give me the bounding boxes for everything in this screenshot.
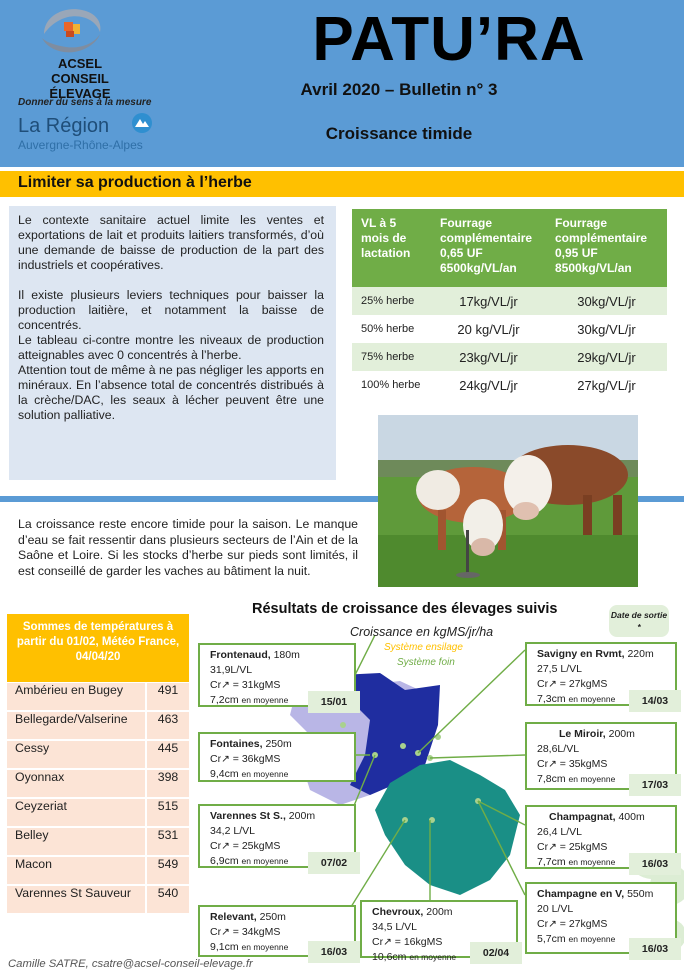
table-cell: 30kg/VL/jr	[546, 287, 667, 315]
farm-date: 17/03	[629, 774, 681, 796]
table-cell: 24kg/VL/jr	[431, 371, 546, 399]
farm-date: 16/03	[629, 853, 681, 875]
station-name: Ceyzeriat	[7, 799, 147, 826]
table-cell: 27kg/VL/jr	[546, 371, 667, 399]
acsel-tagline: Donner du sens à la mesure	[18, 97, 152, 108]
farm-growth: Cr↗ = 27kgMS	[537, 678, 608, 690]
farm-milk: 31,9L/VL	[210, 664, 253, 676]
intro-paragraph: Il existe plusieurs leviers techniques pour baisser la production laitière, et notamment la baisse de concentrés.	[18, 288, 324, 332]
legend-foin: Système foin	[397, 657, 455, 668]
table-row	[7, 683, 189, 712]
farm-milk: 26,4 L/VL	[537, 826, 582, 838]
intro-text	[18, 213, 324, 423]
farm-name: Frontenaud,	[210, 649, 271, 661]
intro-paragraph: Le tableau ci-contre montre les niveaux de production atteignables avec 0 concentrés à l’herbe.	[18, 333, 324, 362]
farm-date: 15/01	[308, 691, 360, 713]
farm-height: 7,3cm	[537, 693, 566, 705]
table-row	[7, 799, 189, 828]
table-header-cell: Fourrage complémentaire 0,65 UF 6500kg/VL/an	[431, 209, 546, 287]
table-header-cell: VL à 5 mois de lactation	[352, 209, 431, 287]
page-title: PATU’RA	[312, 5, 586, 74]
table-row	[7, 770, 189, 799]
table-row	[352, 343, 667, 371]
farm-height-suffix: en moyenne	[568, 857, 616, 867]
farm-growth: Cr↗ = 35kgMS	[537, 758, 608, 770]
intro-paragraph: Le contexte sanitaire actuel limite les ventes et exportations de lait et produits laitiers transformés, d’où une demande de baisse de production de la part des industriels et coopératives.	[18, 213, 324, 272]
station-name: Cessy	[7, 741, 147, 768]
farm-height-suffix: en moyenne	[241, 856, 289, 866]
date-label: Date de sortie *	[609, 605, 669, 637]
station-name: Varennes St Sauveur	[7, 886, 147, 913]
acsel-logo-icon	[36, 4, 106, 56]
farm-height-suffix: en moyenne	[409, 952, 457, 962]
table-cell: 23kg/VL/jr	[431, 343, 546, 371]
table-cell: 25% herbe	[352, 287, 431, 315]
table-cell: 50% herbe	[352, 315, 431, 343]
table-row	[7, 828, 189, 857]
cows-photo	[378, 415, 638, 587]
table-row	[352, 371, 667, 399]
farm-altitude: 180m	[273, 649, 300, 661]
farm-name: Varennes St S.,	[210, 810, 286, 822]
temperature-value: 531	[157, 828, 179, 842]
farm-height-suffix: en moyenne	[241, 769, 289, 779]
farm-height: 5,7cm	[537, 933, 566, 945]
farm-growth: Cr↗ = 16kgMS	[372, 936, 443, 948]
acsel-name: ACSEL	[57, 56, 103, 71]
temperature-table	[7, 683, 189, 915]
author-footer: Camille SATRE, csatre@acsel-conseil-elevage.fr	[8, 958, 253, 970]
headline: Croissance timide	[325, 124, 473, 143]
farm-height-suffix: en moyenne	[241, 942, 289, 952]
table-row	[352, 287, 667, 315]
temperature-table-header: Sommes de températures à partir du 01/02, Météo France, 04/04/20	[7, 614, 189, 682]
farm-altitude: 550m	[627, 888, 654, 900]
farm-card-le-miroir	[525, 722, 677, 790]
legend-ensilage: Système ensilage	[384, 642, 463, 653]
temperature-value: 463	[157, 712, 179, 726]
farm-name: Champagne en V,	[537, 888, 625, 900]
table-header-row	[352, 209, 667, 287]
farm-growth: Cr↗ = 25kgMS	[210, 840, 281, 852]
farm-altitude: 400m	[618, 811, 645, 823]
temperature-value: 398	[157, 770, 179, 784]
farm-altitude: 250m	[265, 738, 292, 750]
farm-name: Relevant,	[210, 911, 257, 923]
station-name: Bellegarde/Valserine	[7, 712, 147, 739]
farm-growth: Cr↗ = 31kgMS	[210, 679, 281, 691]
table-cell: 75% herbe	[352, 343, 431, 371]
acsel-subtitle: CONSEIL ÉLEVAGE	[49, 71, 111, 101]
region-name: La Région	[18, 115, 110, 137]
temperature-value: 445	[157, 741, 179, 755]
farm-growth: Cr↗ = 36kgMS	[210, 753, 281, 765]
station-name: Belley	[7, 828, 147, 855]
farm-name: Fontaines,	[210, 738, 263, 750]
farm-altitude: 200m	[426, 906, 453, 918]
table-cell: 29kg/VL/jr	[546, 343, 667, 371]
table-row	[7, 886, 189, 915]
section-title-bar	[0, 171, 684, 197]
farm-name: Le Miroir,	[559, 728, 606, 740]
farm-height-suffix: en moyenne	[568, 774, 616, 784]
farm-marker	[400, 743, 406, 749]
intro-paragraph: Attention tout de même à ne pas négliger les apports en minéraux. En l’absence total de concentrés distribués à la crèche/DAC, les seaux à lécher peuvent être une solution palliative.	[18, 363, 324, 422]
farm-date: 02/04	[470, 942, 522, 964]
farm-name: Savigny en Rvmt,	[537, 648, 625, 660]
farm-card-savigny	[525, 642, 677, 706]
farm-card-champagnat	[525, 805, 677, 869]
temperature-value: 540	[157, 886, 179, 900]
results-title: Résultats de croissance des élevages suivis	[252, 601, 558, 617]
farm-date: 07/02	[308, 852, 360, 874]
farm-date: 16/03	[308, 941, 360, 963]
map-region-ain	[375, 760, 520, 895]
farm-height: 6,9cm	[210, 855, 239, 867]
header	[0, 0, 684, 160]
temperature-value: 515	[157, 799, 179, 813]
station-name: Oyonnax	[7, 770, 147, 797]
farm-height-suffix: en moyenne	[568, 694, 616, 704]
farm-growth: Cr↗ = 34kgMS	[210, 926, 281, 938]
farm-name: Chevroux,	[372, 906, 424, 918]
table-row	[7, 741, 189, 770]
table-header-cell: Fourrage complémentaire 0,95 UF 8500kg/VL/an	[546, 209, 667, 287]
station-name: Ambérieu en Bugey	[7, 683, 147, 710]
farm-height: 7,2cm	[210, 694, 239, 706]
farm-date: 16/03	[629, 938, 681, 960]
farm-milk: 27,5 L/VL	[537, 663, 582, 675]
farm-altitude: 220m	[627, 648, 654, 660]
region-subtitle: Auvergne-Rhône-Alpes	[18, 138, 143, 152]
farm-height: 7,8cm	[537, 773, 566, 785]
table-cell: 20 kg/VL/jr	[431, 315, 546, 343]
table-cell: 30kg/VL/jr	[546, 315, 667, 343]
farm-milk: 34,2 L/VL	[210, 825, 255, 837]
farm-height: 7,7cm	[537, 856, 566, 868]
station-name: Macon	[7, 857, 147, 884]
farm-altitude: 200m	[608, 728, 635, 740]
farm-card-varennes	[198, 804, 356, 868]
farm-card-fontaines	[198, 732, 356, 782]
farm-height-suffix: en moyenne	[568, 934, 616, 944]
farm-card-champagne	[525, 882, 677, 954]
farm-card-relevant	[198, 905, 356, 957]
table-cell: 100% herbe	[352, 371, 431, 399]
farm-growth: Cr↗ = 25kgMS	[537, 841, 608, 853]
farm-name: Champagnat,	[549, 811, 616, 823]
temperature-value: 491	[157, 683, 179, 697]
farm-milk: 28,6L/VL	[537, 743, 580, 755]
farm-altitude: 250m	[259, 911, 286, 923]
farm-milk: 34,5 L/VL	[372, 921, 417, 933]
table-row	[352, 315, 667, 343]
section-title: Limiter sa production à l’herbe	[18, 174, 252, 191]
farm-height: 10,6cm	[372, 951, 407, 963]
farm-growth: Cr↗ = 27kgMS	[537, 918, 608, 930]
farm-altitude: 200m	[288, 810, 316, 822]
farm-milk: 20 L/VL	[537, 903, 574, 915]
table-cell: 17kg/VL/jr	[431, 287, 546, 315]
region-logo-icon	[131, 112, 153, 134]
farm-card-chevroux	[360, 900, 518, 963]
farm-height-suffix: en moyenne	[241, 695, 289, 705]
production-table	[352, 209, 667, 399]
bulletin-info: Avril 2020 – Bulletin n° 3	[300, 80, 498, 99]
table-row	[7, 712, 189, 741]
farm-date: 14/03	[629, 690, 681, 712]
farm-height: 9,4cm	[210, 768, 239, 780]
farm-card-frontenaud	[198, 643, 356, 707]
table-row	[7, 857, 189, 886]
results-subtitle: Croissance en kgMS/jr/ha	[350, 625, 494, 639]
header-divider	[0, 160, 684, 167]
farm-marker	[340, 722, 346, 728]
temperature-value: 549	[157, 857, 179, 871]
farm-height: 9,1cm	[210, 941, 239, 953]
growth-text: La croissance reste encore timide pour la saison. Le manque d’eau se fait ressentir dans plusieurs secteurs de l’Ain et de la Saône et Loire. Si les stocks d’herbe sur pieds sont limités, il est conseillé de garder les vaches au bâtiment la nuit.	[18, 517, 358, 578]
